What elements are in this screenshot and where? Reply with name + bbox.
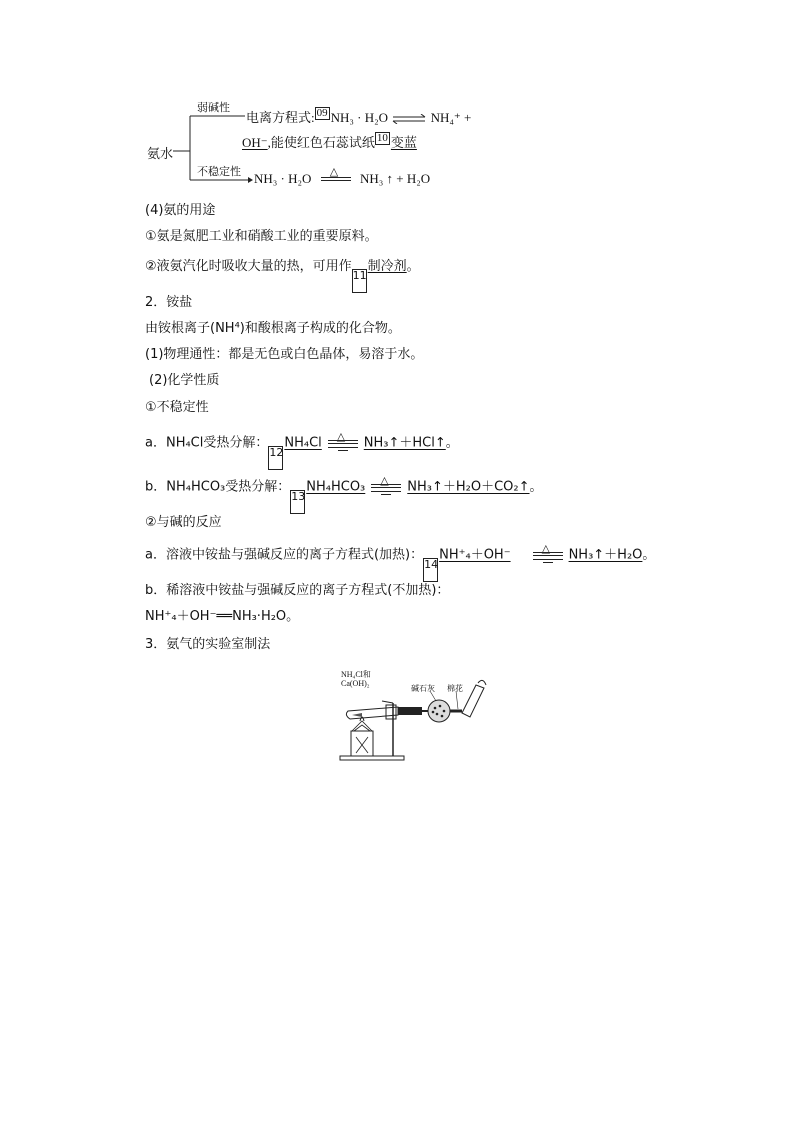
uses-item-2	[145, 258, 420, 293]
heat-icon: △	[541, 542, 551, 555]
nh4hco3-decomposition	[145, 474, 543, 514]
dilute-equation: NH⁺₄＋OH⁻══NH₃·H₂O。	[145, 609, 300, 624]
nh4cl-product: NH₃↑＋HCl↑	[363, 435, 446, 451]
instability-heading: ①不稳定性	[145, 400, 209, 415]
period: 。	[445, 435, 459, 451]
nh4hco3-reactant: NH₄HCO₃	[306, 479, 366, 495]
answer-box-12: 12	[268, 446, 283, 470]
period: 。	[642, 547, 656, 563]
answer-box-14: 14	[423, 558, 438, 582]
base-reaction-heading: ②与碱的反应	[145, 515, 222, 530]
answer-box-10: 10	[376, 132, 388, 144]
heat-icon: △	[329, 166, 339, 179]
reagent-label-line1: NH₄Cl和	[341, 670, 371, 679]
nh4hco3-label: b．NH₄HCO₃受热分解：	[145, 479, 291, 495]
soda-lime-label: 碱石灰	[411, 684, 435, 693]
answer-box-13: 13	[290, 490, 305, 514]
instability-label: 不稳定性	[197, 166, 241, 178]
heat-equals-sign	[328, 430, 358, 452]
heated-label: a．溶液中铵盐与强碱反应的离子方程式(加热)：	[145, 547, 424, 563]
litmus-text: ,能使红色石蕊试纸	[267, 135, 375, 150]
chemical-properties: (2)化学性质	[149, 373, 220, 388]
heat-icon: △	[336, 430, 346, 443]
heat-equals-sign	[533, 542, 563, 564]
ammonia-water-label: 氨水	[147, 146, 174, 161]
answer-box-11: 11	[352, 269, 367, 293]
uses-item-1: ①氨是氮肥工业和硝酸工业的重要原料。	[145, 229, 378, 244]
decomp-left: NH₃ · H₂O	[254, 171, 312, 186]
hydroxide-answer: OH⁻	[242, 135, 268, 150]
reversible-arrow-icon	[391, 114, 427, 124]
lab-heading: 3．氨气的实验室制法	[145, 637, 271, 652]
uses-item-2-suffix: 。	[406, 259, 420, 274]
uses-heading: (4)氨的用途	[145, 203, 216, 218]
heat-equals-sign	[321, 166, 351, 189]
ionization-label: 电离方程式:	[246, 110, 315, 125]
decomp-right: NH₃ ↑ + H₂O	[359, 171, 431, 186]
heated-reactant: NH⁺₄＋OH⁻	[439, 547, 511, 563]
heated-product: NH₃↑＋H₂O	[568, 547, 643, 563]
heat-icon: △	[380, 474, 389, 487]
period: 。	[529, 479, 543, 495]
physical-properties: (1)物理通性：都是无色或白色晶体，易溶于水。	[145, 347, 424, 362]
cotton-label: 棉花	[447, 684, 463, 693]
heat-equals-sign	[371, 474, 401, 496]
uses-item-2-prefix: ②液氨汽化时吸收大量的热，可用作	[145, 259, 352, 274]
nh4cl-label: a．NH₄Cl受热分解：	[145, 435, 269, 451]
ammonium-heading: 2．铵盐	[145, 295, 193, 310]
dilute-label: b．稀溶液中铵盐与强碱反应的离子方程式(不加热)：	[145, 583, 450, 598]
ammonium-definition: 由铵根离子(NH⁴)和酸根离子构成的化合物。	[145, 321, 401, 336]
apparatus-drawing	[338, 663, 498, 763]
nh4cl-decomposition	[145, 430, 459, 470]
refrigerant-answer: 制冷剂	[367, 259, 407, 274]
ionization-continuation	[242, 132, 417, 151]
reagent-label-line2: Ca(OH)₂	[341, 679, 370, 688]
ionization-equation	[246, 107, 471, 126]
weak-base-label: 弱碱性	[197, 102, 230, 114]
ionization-left: NH₃ · H₂O	[330, 110, 389, 125]
lab-apparatus-figure	[338, 663, 498, 763]
ionization-right: NH₄⁺ +	[430, 110, 472, 125]
heated-ionic-equation	[145, 542, 656, 582]
decomposition-equation	[254, 166, 431, 189]
nh4hco3-product: NH₃↑＋H₂O＋CO₂↑	[407, 479, 530, 495]
answer-box-09: 09	[316, 107, 328, 119]
turns-blue-answer: 变蓝	[390, 135, 417, 150]
nh4cl-reactant: NH₄Cl	[284, 435, 322, 451]
